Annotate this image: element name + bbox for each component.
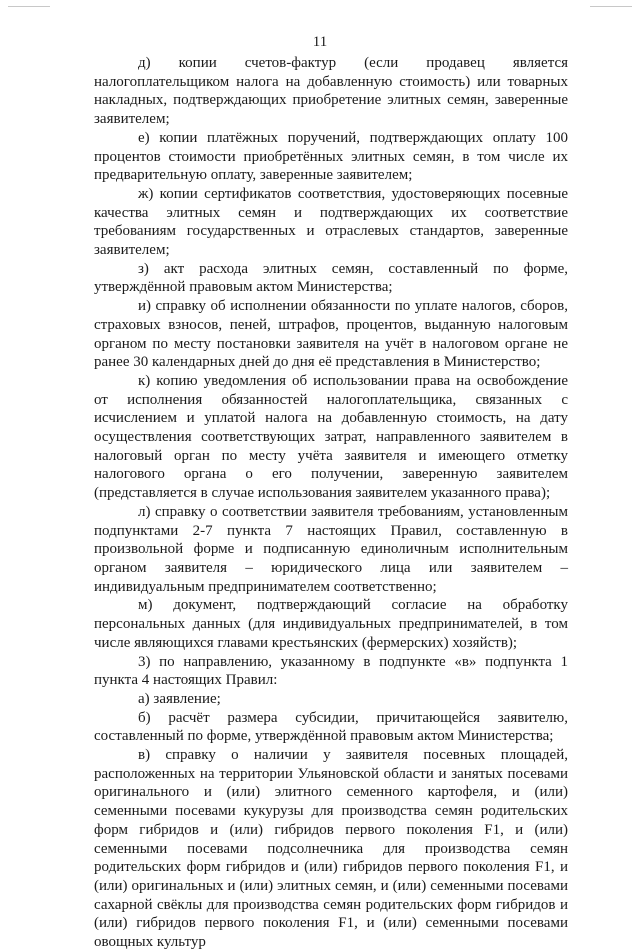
paragraph-3-direction-v: 3) по направлению, указанному в подпункте «в» подпункта 1 пункта 4 настоящих Правил: <box>94 653 568 689</box>
paragraph-k-vat-exemption-notice: к) копию уведомления об использовании права на освобождение от исполнения обязанностей налогоплательщика, связанных с исчислением и уплатой налога на добавленную стоимость, на дату осуществления соответствующих затрат, направленного заявителем в налоговый орган по месту учёта заявителя и имеющего отметку налогового органа о его получении, заверенную заявителем (представляется в случае использования заявителем указанного права); <box>94 372 568 502</box>
paragraph-b-subsidy-calculation: б) расчёт размера субсидии, причитающейся заявителю, составленный по форме, утверждённой правовым актом Министерства; <box>94 709 568 745</box>
paragraph-e-payment-orders: е) копии платёжных поручений, подтверждающих оплату 100 процентов стоимости приобретённых элитных семян, в том числе их предварительную оплату, заверенные заявителем; <box>94 129 568 184</box>
paragraph-m-personal-data-consent: м) документ, подтверждающий согласие на обработку персональных данных (для индивидуальных предпринимателей, в том числе являющихся главами крестьянских (фермерских) хозяйств); <box>94 597 568 651</box>
paragraph-i-tax-certificate: и) справку об исполнении обязанности по уплате налогов, сборов, страховых взносов, пеней, штрафов, процентов, выданную налоговым органом по месту постановки заявителя на учёт в налоговом органе не ранее 30 календарных дней до дня её представления в Министерство; <box>94 298 568 371</box>
paragraph-d-invoices: д) копии счетов-фактур (если продавец является налогоплательщиком налога на добавленную стоимость) или товарных накладных, подтверждающих приобретение элитных семян, заверенные заявителем; <box>94 55 568 128</box>
paragraph-a-application: а) заявление; <box>138 690 221 707</box>
page-number: 11 <box>312 34 328 50</box>
document-body <box>94 54 568 952</box>
scan-edge-mark <box>590 6 632 7</box>
scan-edge-mark <box>8 6 50 7</box>
paragraph-z-seed-consumption-act: з) акт расхода элитных семян, составленный по форме, утверждённой правовым актом Министерства; <box>94 260 568 296</box>
paragraph-v-crop-area-certificate: в) справку о наличии у заявителя посевных площадей, расположенных на территории Ульяновской области и занятых посевами оригинального и (или) элитного семенного картофеля, и (или) семенными посевами кукурузы для производства семян родительских форм гибридов и (или) гибридов первого поколения F1, и (или) семенными посевами подсолнечника для производства семян родительских форм гибридов и (или) гибридов первого поколения F1, и (или) оригинальных и (или) элитных семян, и (или) семенными посевами сахарной свёклы для производства семян родительских форм гибридов и (или) гибридов первого поколения F1, и (или) семенными посевами овощных культур <box>94 747 568 951</box>
paragraph-zh-certificates: ж) копии сертификатов соответствия, удостоверяющих посевные качества элитных семян и подтверждающих их соответствие требованиям государственных и отраслевых стандартов, заверенные заявителем; <box>94 185 568 259</box>
paragraph-l-compliance-certificate: л) справку о соответствии заявителя требованиям, установленным подпунктами 2-7 пункта 7 настоящих Правил, составленную в произвольной форме и подписанную единоличным исполнительным органом заявителя – юридического лица или заявителем – индивидуальным предпринимателем соответственно; <box>94 503 568 595</box>
